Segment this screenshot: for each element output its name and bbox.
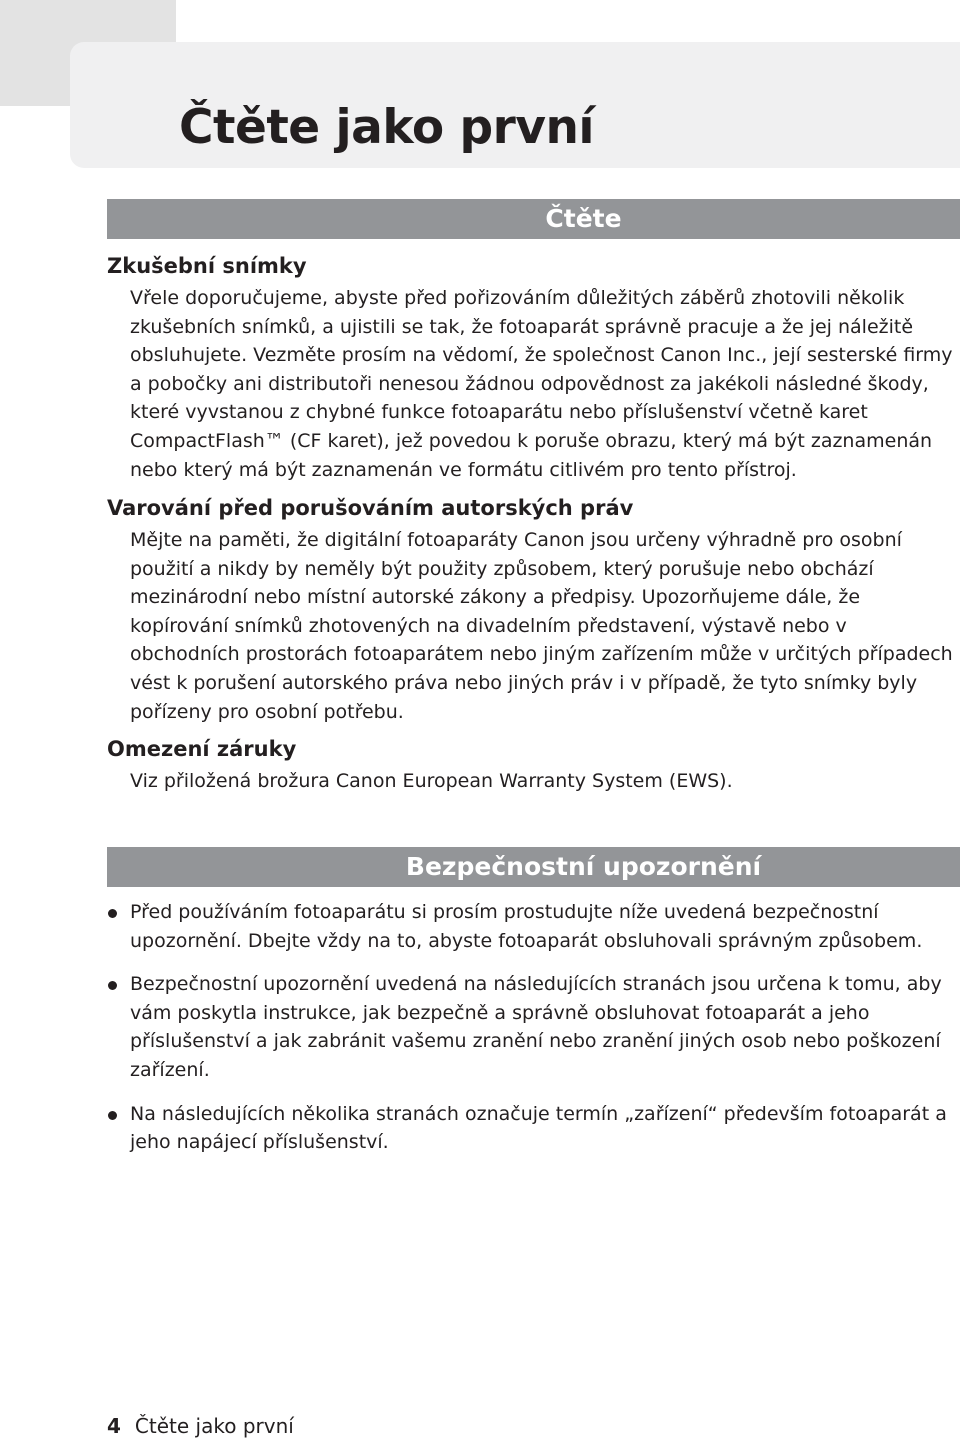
page-number: 4	[107, 1414, 121, 1438]
section-bar-safety	[107, 847, 960, 887]
running-title: Čtěte jako první	[134, 1414, 294, 1438]
safety-bullet-list	[107, 898, 960, 1172]
paragraph-copyright-warning: Mějte na paměti, že digitální fotoaparáty Canon jsou určeny výhradně pro osobní použití a nikdy by neměly být použity způsobem, který porušuje nebo obchází mezinárodní nebo místní autorské zákony a předpisy. Upozorňujeme dále, že kopírování snímků zhotovených na divadelním představení, výstavě nebo v obchodních prostorách fotoaparátem nebo jiným zařízením může v určitých případech vést k porušení autorského práva nebo jiných práv i v případě, že tyto snímky byly pořízeny pro osobní potřebu.	[130, 529, 953, 723]
list-item	[107, 898, 960, 955]
page-title: Čtěte jako první	[179, 100, 595, 155]
list-item-text: Před používáním fotoaparátu si prosím prostudujte níže uvedená bezpečnostní upozornění. Dbejte vždy na to, abyste fotoaparát obsluhovali správným způsobem.	[130, 901, 923, 952]
section-bar-label: Bezpečnostní upozornění	[405, 852, 762, 881]
section-bar-label: Čtěte	[545, 204, 622, 233]
list-item	[107, 970, 960, 1084]
list-item	[107, 1100, 960, 1157]
page-footer	[107, 1412, 294, 1440]
heading-copyright-warning: Varování před porušováním autorských práv	[107, 496, 634, 520]
heading-test-shots: Zkušební snímky	[107, 254, 307, 278]
list-item-text: Na následujících několika stranách označuje termín „zařízení“ především fotoaparát a jeho napájecí příslušenství.	[130, 1102, 947, 1154]
paragraph-warranty: Viz přiložená brožura Canon European Warranty System (EWS).	[130, 770, 733, 792]
bullet-icon	[108, 1111, 117, 1120]
list-item-text: Bezpečnostní upozornění uvedená na následujících stranách jsou určena k tomu, aby vám poskytla instrukce, jak bezpečně a správně obsluhovat fotoaparát a jeho příslušenství a jak zabránit vašemu zranění nebo zranění jiných osob nebo poškození zařízení.	[130, 973, 942, 1081]
section-bar-read	[107, 199, 960, 239]
bullet-icon	[108, 909, 117, 918]
paragraph-test-shots: Vřele doporučujeme, abyste před pořizováním důležitých záběrů zhotovili několik zkušebních snímků, a ujistili se tak, že fotoaparát správně pracuje a že jej náležitě obsluhujete. Vezměte prosím na vědomí, že společnost Canon Inc., její sesterské firmy a pobočky ani distributoři nenesou žádnou odpovědnost za jakékoli následné škody, které vyvstanou z chybné funkce fotoaparátu nebo příslušenství včetně karet CompactFlash™ (CF karet), jež povedou k poruše obrazu, který má být zaznamenán nebo který má být zaznamenán ve formátu citlivém pro tento přístroj.	[130, 287, 953, 481]
bullet-icon	[108, 981, 117, 990]
heading-warranty: Omezení záruky	[107, 737, 297, 761]
